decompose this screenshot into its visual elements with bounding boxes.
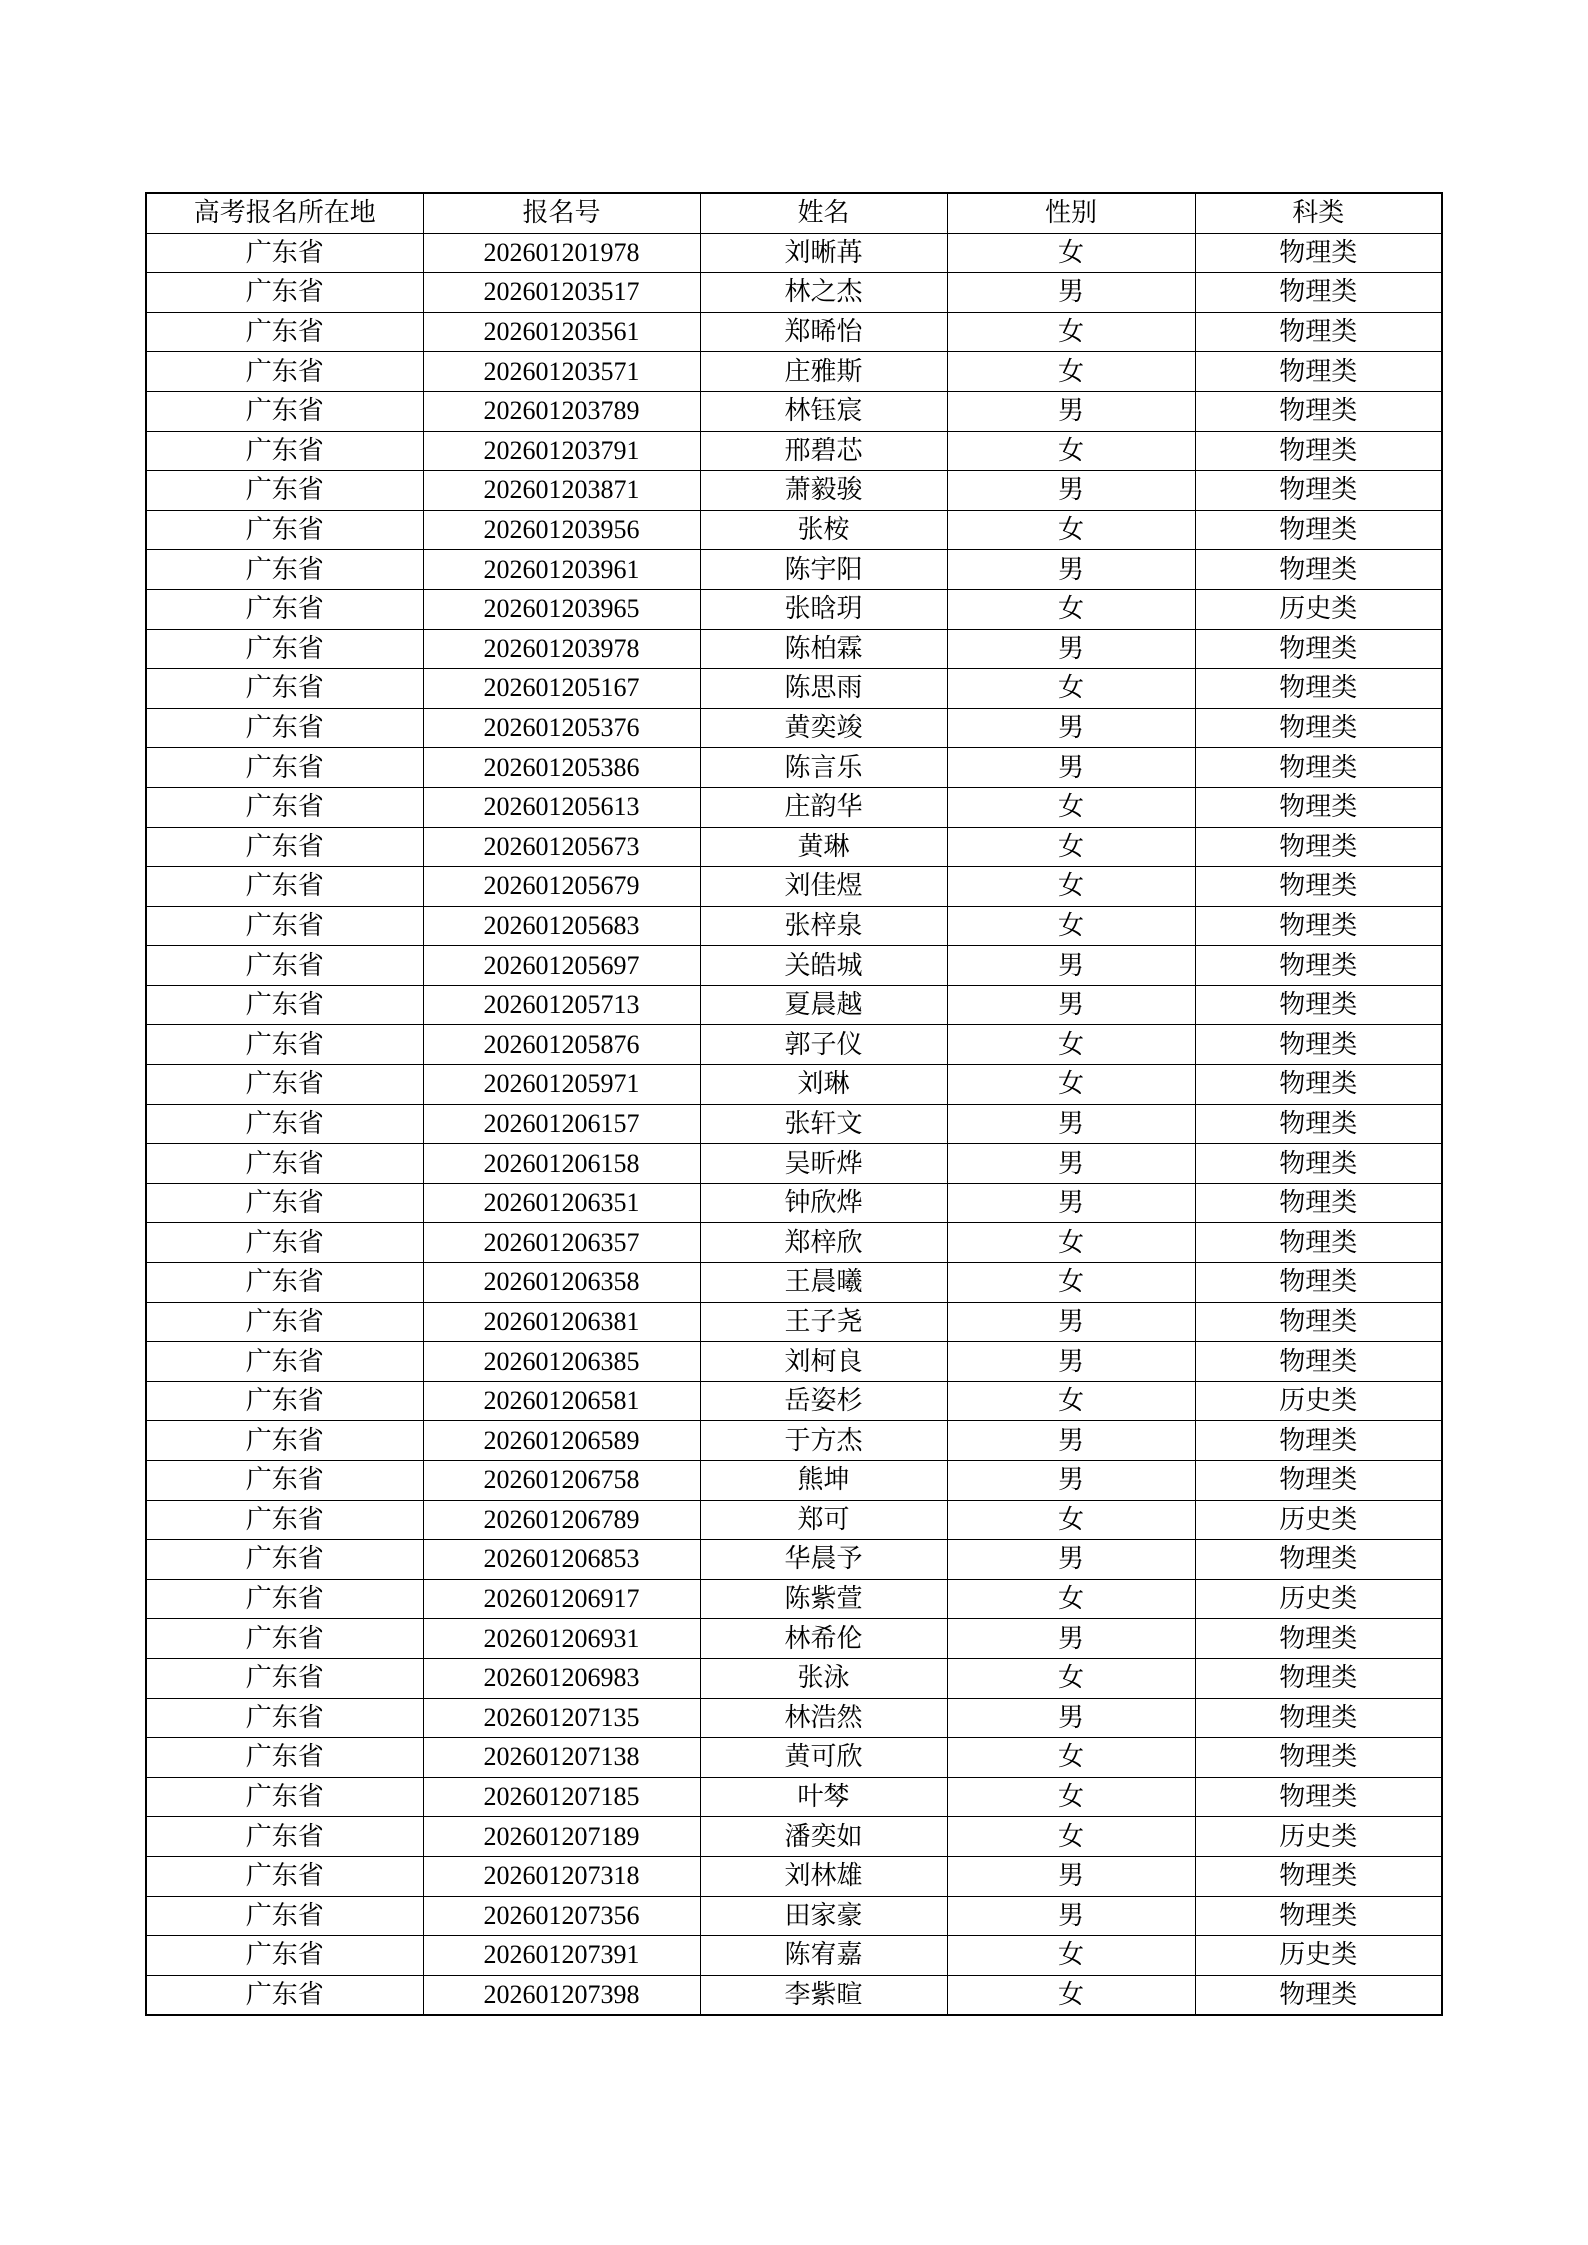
cell-subject-category: 物理类 — [1195, 312, 1442, 352]
cell-registration-number: 202601206853 — [423, 1540, 700, 1580]
cell-region: 广东省 — [146, 1856, 423, 1896]
cell-subject-category: 物理类 — [1195, 708, 1442, 748]
cell-subject-category: 物理类 — [1195, 867, 1442, 907]
table-row — [146, 1104, 1442, 1144]
table-row — [146, 431, 1442, 471]
cell-registration-number: 202601207185 — [423, 1777, 700, 1817]
cell-region: 广东省 — [146, 669, 423, 709]
cell-region: 广东省 — [146, 1025, 423, 1065]
cell-region: 广东省 — [146, 391, 423, 431]
cell-region: 广东省 — [146, 708, 423, 748]
cell-region: 广东省 — [146, 1104, 423, 1144]
table-row — [146, 550, 1442, 590]
table-row — [146, 1540, 1442, 1580]
cell-registration-number: 202601206589 — [423, 1421, 700, 1461]
cell-subject-category: 历史类 — [1195, 1936, 1442, 1976]
table-row — [146, 1738, 1442, 1778]
cell-name: 郑晞怡 — [700, 312, 947, 352]
table-row — [146, 1302, 1442, 1342]
cell-registration-number: 202601203571 — [423, 352, 700, 392]
cell-registration-number: 202601206358 — [423, 1263, 700, 1303]
cell-region: 广东省 — [146, 1777, 423, 1817]
cell-name: 林钰宸 — [700, 391, 947, 431]
cell-name: 陈言乐 — [700, 748, 947, 788]
cell-gender: 男 — [947, 550, 1195, 590]
cell-subject-category: 物理类 — [1195, 273, 1442, 313]
table-row — [146, 312, 1442, 352]
cell-gender: 女 — [947, 352, 1195, 392]
table-row — [146, 1223, 1442, 1263]
cell-name: 萧毅骏 — [700, 471, 947, 511]
cell-registration-number: 202601203978 — [423, 629, 700, 669]
table-row — [146, 1579, 1442, 1619]
cell-subject-category: 物理类 — [1195, 471, 1442, 511]
cell-name: 于方杰 — [700, 1421, 947, 1461]
table-row — [146, 1500, 1442, 1540]
cell-name: 黄奕竣 — [700, 708, 947, 748]
cell-gender: 女 — [947, 589, 1195, 629]
cell-registration-number: 202601205673 — [423, 827, 700, 867]
cell-subject-category: 物理类 — [1195, 1104, 1442, 1144]
cell-gender: 男 — [947, 1183, 1195, 1223]
cell-region: 广东省 — [146, 1183, 423, 1223]
cell-gender: 女 — [947, 1065, 1195, 1105]
cell-subject-category: 物理类 — [1195, 391, 1442, 431]
cell-name: 邢碧芯 — [700, 431, 947, 471]
cell-region: 广东省 — [146, 1896, 423, 1936]
cell-gender: 男 — [947, 471, 1195, 511]
table-row — [146, 1342, 1442, 1382]
cell-region: 广东省 — [146, 352, 423, 392]
cell-subject-category: 物理类 — [1195, 946, 1442, 986]
table-row — [146, 669, 1442, 709]
cell-gender: 女 — [947, 431, 1195, 471]
cell-subject-category: 物理类 — [1195, 510, 1442, 550]
cell-subject-category: 物理类 — [1195, 669, 1442, 709]
table-row — [146, 1698, 1442, 1738]
cell-subject-category: 物理类 — [1195, 1540, 1442, 1580]
table-row — [146, 233, 1442, 273]
cell-name: 张轩文 — [700, 1104, 947, 1144]
cell-name: 刘林雄 — [700, 1856, 947, 1896]
cell-subject-category: 物理类 — [1195, 1223, 1442, 1263]
table-row — [146, 985, 1442, 1025]
cell-registration-number: 202601205713 — [423, 985, 700, 1025]
cell-registration-number: 202601203517 — [423, 273, 700, 313]
cell-name: 叶棽 — [700, 1777, 947, 1817]
cell-registration-number: 202601206931 — [423, 1619, 700, 1659]
cell-gender: 女 — [947, 1263, 1195, 1303]
cell-registration-number: 202601203961 — [423, 550, 700, 590]
table-row — [146, 827, 1442, 867]
cell-gender: 女 — [947, 867, 1195, 907]
cell-subject-category: 历史类 — [1195, 1817, 1442, 1857]
cell-name: 张晗玥 — [700, 589, 947, 629]
cell-registration-number: 202601206385 — [423, 1342, 700, 1382]
cell-region: 广东省 — [146, 629, 423, 669]
cell-registration-number: 202601206357 — [423, 1223, 700, 1263]
cell-region: 广东省 — [146, 1144, 423, 1184]
cell-subject-category: 物理类 — [1195, 1777, 1442, 1817]
cell-gender: 男 — [947, 629, 1195, 669]
cell-gender: 男 — [947, 1619, 1195, 1659]
cell-registration-number: 202601207318 — [423, 1856, 700, 1896]
table-row — [146, 1263, 1442, 1303]
table-row — [146, 1619, 1442, 1659]
cell-gender: 男 — [947, 1896, 1195, 1936]
cell-name: 王子尧 — [700, 1302, 947, 1342]
cell-subject-category: 物理类 — [1195, 1461, 1442, 1501]
table-row — [146, 1658, 1442, 1698]
cell-subject-category: 物理类 — [1195, 352, 1442, 392]
cell-subject-category: 物理类 — [1195, 1975, 1442, 2015]
cell-gender: 女 — [947, 1500, 1195, 1540]
table-row — [146, 629, 1442, 669]
cell-gender: 女 — [947, 669, 1195, 709]
cell-region: 广东省 — [146, 1421, 423, 1461]
cell-registration-number: 202601205876 — [423, 1025, 700, 1065]
cell-gender: 女 — [947, 1579, 1195, 1619]
cell-region: 广东省 — [146, 1381, 423, 1421]
table-row — [146, 510, 1442, 550]
table-row — [146, 1936, 1442, 1976]
cell-name: 张桉 — [700, 510, 947, 550]
cell-region: 广东省 — [146, 1738, 423, 1778]
table-row — [146, 1144, 1442, 1184]
cell-name: 庄雅斯 — [700, 352, 947, 392]
cell-name: 岳姿杉 — [700, 1381, 947, 1421]
admission-list-table — [145, 192, 1443, 2016]
cell-subject-category: 物理类 — [1195, 1025, 1442, 1065]
cell-gender: 男 — [947, 708, 1195, 748]
cell-region: 广东省 — [146, 867, 423, 907]
cell-name: 黄可欣 — [700, 1738, 947, 1778]
cell-region: 广东省 — [146, 748, 423, 788]
cell-gender: 男 — [947, 1342, 1195, 1382]
cell-region: 广东省 — [146, 946, 423, 986]
cell-region: 广东省 — [146, 1817, 423, 1857]
cell-registration-number: 202601203791 — [423, 431, 700, 471]
cell-gender: 女 — [947, 1936, 1195, 1976]
cell-subject-category: 历史类 — [1195, 1500, 1442, 1540]
cell-subject-category: 物理类 — [1195, 550, 1442, 590]
cell-registration-number: 202601207356 — [423, 1896, 700, 1936]
cell-registration-number: 202601207398 — [423, 1975, 700, 2015]
cell-subject-category: 历史类 — [1195, 589, 1442, 629]
header-name: 姓名 — [700, 193, 947, 233]
cell-name: 张泳 — [700, 1658, 947, 1698]
cell-gender: 男 — [947, 946, 1195, 986]
cell-region: 广东省 — [146, 1263, 423, 1303]
cell-region: 广东省 — [146, 1698, 423, 1738]
table-row — [146, 471, 1442, 511]
cell-gender: 女 — [947, 1777, 1195, 1817]
cell-name: 夏晨越 — [700, 985, 947, 1025]
cell-subject-category: 物理类 — [1195, 1065, 1442, 1105]
cell-name: 刘柯良 — [700, 1342, 947, 1382]
cell-region: 广东省 — [146, 233, 423, 273]
cell-name: 陈柏霖 — [700, 629, 947, 669]
table-row — [146, 352, 1442, 392]
table-row — [146, 1025, 1442, 1065]
cell-gender: 女 — [947, 1381, 1195, 1421]
cell-name: 陈宇阳 — [700, 550, 947, 590]
cell-gender: 女 — [947, 1658, 1195, 1698]
table-row — [146, 867, 1442, 907]
table-row — [146, 1975, 1442, 2015]
cell-name: 陈宥嘉 — [700, 1936, 947, 1976]
table-row — [146, 1421, 1442, 1461]
cell-name: 陈思雨 — [700, 669, 947, 709]
table-row — [146, 906, 1442, 946]
cell-subject-category: 物理类 — [1195, 1658, 1442, 1698]
cell-registration-number: 202601203789 — [423, 391, 700, 431]
cell-subject-category: 物理类 — [1195, 1698, 1442, 1738]
cell-region: 广东省 — [146, 273, 423, 313]
cell-region: 广东省 — [146, 1500, 423, 1540]
cell-subject-category: 物理类 — [1195, 827, 1442, 867]
cell-subject-category: 物理类 — [1195, 233, 1442, 273]
cell-name: 李紫暄 — [700, 1975, 947, 2015]
table-row — [146, 391, 1442, 431]
cell-subject-category: 物理类 — [1195, 1619, 1442, 1659]
header-gender: 性别 — [947, 193, 1195, 233]
cell-registration-number: 202601206789 — [423, 1500, 700, 1540]
cell-registration-number: 202601205971 — [423, 1065, 700, 1105]
cell-registration-number: 202601207391 — [423, 1936, 700, 1976]
cell-gender: 男 — [947, 1461, 1195, 1501]
cell-gender: 男 — [947, 1540, 1195, 1580]
cell-subject-category: 历史类 — [1195, 1579, 1442, 1619]
cell-region: 广东省 — [146, 550, 423, 590]
header-row — [146, 193, 1442, 233]
table-row — [146, 1381, 1442, 1421]
cell-subject-category: 物理类 — [1195, 629, 1442, 669]
cell-name: 潘奕如 — [700, 1817, 947, 1857]
cell-subject-category: 物理类 — [1195, 1738, 1442, 1778]
cell-subject-category: 物理类 — [1195, 1421, 1442, 1461]
cell-gender: 男 — [947, 1144, 1195, 1184]
header-registration-number: 报名号 — [423, 193, 700, 233]
cell-name: 郭子仪 — [700, 1025, 947, 1065]
cell-registration-number: 202601201978 — [423, 233, 700, 273]
cell-registration-number: 202601205386 — [423, 748, 700, 788]
cell-region: 广东省 — [146, 827, 423, 867]
cell-registration-number: 202601206157 — [423, 1104, 700, 1144]
cell-name: 关皓城 — [700, 946, 947, 986]
cell-gender: 女 — [947, 1817, 1195, 1857]
cell-name: 华晨予 — [700, 1540, 947, 1580]
cell-registration-number: 202601205679 — [423, 867, 700, 907]
cell-registration-number: 202601207138 — [423, 1738, 700, 1778]
cell-registration-number: 202601206581 — [423, 1381, 700, 1421]
cell-registration-number: 202601206158 — [423, 1144, 700, 1184]
cell-gender: 男 — [947, 273, 1195, 313]
cell-registration-number: 202601205167 — [423, 669, 700, 709]
cell-subject-category: 物理类 — [1195, 1263, 1442, 1303]
cell-registration-number: 202601206758 — [423, 1461, 700, 1501]
cell-gender: 男 — [947, 1856, 1195, 1896]
cell-registration-number: 202601203965 — [423, 589, 700, 629]
cell-registration-number: 202601203561 — [423, 312, 700, 352]
cell-registration-number: 202601205376 — [423, 708, 700, 748]
cell-gender: 男 — [947, 1698, 1195, 1738]
cell-name: 张梓泉 — [700, 906, 947, 946]
table-row — [146, 1856, 1442, 1896]
cell-registration-number: 202601207135 — [423, 1698, 700, 1738]
cell-name: 熊坤 — [700, 1461, 947, 1501]
cell-registration-number: 202601205683 — [423, 906, 700, 946]
cell-subject-category: 物理类 — [1195, 906, 1442, 946]
cell-region: 广东省 — [146, 1975, 423, 2015]
cell-region: 广东省 — [146, 1223, 423, 1263]
cell-registration-number: 202601206381 — [423, 1302, 700, 1342]
cell-gender: 女 — [947, 233, 1195, 273]
cell-gender: 男 — [947, 985, 1195, 1025]
cell-subject-category: 历史类 — [1195, 1381, 1442, 1421]
cell-registration-number: 202601206351 — [423, 1183, 700, 1223]
cell-name: 刘佳煜 — [700, 867, 947, 907]
cell-name: 刘晰苒 — [700, 233, 947, 273]
cell-gender: 女 — [947, 312, 1195, 352]
cell-gender: 女 — [947, 827, 1195, 867]
cell-name: 林希伦 — [700, 1619, 947, 1659]
cell-registration-number: 202601203871 — [423, 471, 700, 511]
table-row — [146, 1896, 1442, 1936]
table-row — [146, 589, 1442, 629]
cell-gender: 男 — [947, 391, 1195, 431]
cell-region: 广东省 — [146, 906, 423, 946]
cell-subject-category: 物理类 — [1195, 787, 1442, 827]
cell-name: 钟欣烨 — [700, 1183, 947, 1223]
cell-region: 广东省 — [146, 1619, 423, 1659]
cell-region: 广东省 — [146, 1579, 423, 1619]
cell-region: 广东省 — [146, 985, 423, 1025]
table-row — [146, 1065, 1442, 1105]
cell-subject-category: 物理类 — [1195, 1896, 1442, 1936]
cell-gender: 男 — [947, 1302, 1195, 1342]
cell-gender: 男 — [947, 748, 1195, 788]
cell-name: 黄琳 — [700, 827, 947, 867]
cell-subject-category: 物理类 — [1195, 1856, 1442, 1896]
cell-region: 广东省 — [146, 1540, 423, 1580]
table-row — [146, 1817, 1442, 1857]
cell-subject-category: 物理类 — [1195, 985, 1442, 1025]
cell-name: 林之杰 — [700, 273, 947, 313]
table-row — [146, 787, 1442, 827]
cell-name: 王晨曦 — [700, 1263, 947, 1303]
cell-gender: 男 — [947, 1421, 1195, 1461]
cell-region: 广东省 — [146, 1302, 423, 1342]
cell-region: 广东省 — [146, 510, 423, 550]
table-row — [146, 946, 1442, 986]
cell-region: 广东省 — [146, 431, 423, 471]
cell-name: 田家豪 — [700, 1896, 947, 1936]
cell-gender: 女 — [947, 1738, 1195, 1778]
table-row — [146, 1777, 1442, 1817]
cell-region: 广东省 — [146, 1936, 423, 1976]
cell-gender: 女 — [947, 1223, 1195, 1263]
cell-name: 刘琳 — [700, 1065, 947, 1105]
cell-registration-number: 202601205613 — [423, 787, 700, 827]
cell-name: 吴昕烨 — [700, 1144, 947, 1184]
table-body — [146, 233, 1442, 2015]
table-row — [146, 273, 1442, 313]
cell-registration-number: 202601203956 — [423, 510, 700, 550]
cell-subject-category: 物理类 — [1195, 1144, 1442, 1184]
cell-region: 广东省 — [146, 589, 423, 629]
cell-subject-category: 物理类 — [1195, 1183, 1442, 1223]
admission-list-sheet — [145, 192, 1441, 2016]
cell-name: 郑梓欣 — [700, 1223, 947, 1263]
cell-gender: 女 — [947, 510, 1195, 550]
cell-registration-number: 202601206983 — [423, 1658, 700, 1698]
cell-gender: 女 — [947, 787, 1195, 827]
cell-registration-number: 202601205697 — [423, 946, 700, 986]
cell-region: 广东省 — [146, 1342, 423, 1382]
cell-gender: 男 — [947, 1104, 1195, 1144]
header-region: 高考报名所在地 — [146, 193, 423, 233]
header-subject-category: 科类 — [1195, 193, 1442, 233]
table-row — [146, 1183, 1442, 1223]
cell-region: 广东省 — [146, 312, 423, 352]
cell-gender: 女 — [947, 1975, 1195, 2015]
cell-region: 广东省 — [146, 471, 423, 511]
cell-subject-category: 物理类 — [1195, 1342, 1442, 1382]
cell-gender: 女 — [947, 906, 1195, 946]
cell-region: 广东省 — [146, 1658, 423, 1698]
cell-name: 林浩然 — [700, 1698, 947, 1738]
cell-name: 陈紫萱 — [700, 1579, 947, 1619]
cell-region: 广东省 — [146, 1461, 423, 1501]
cell-region: 广东省 — [146, 1065, 423, 1105]
cell-name: 郑可 — [700, 1500, 947, 1540]
cell-gender: 女 — [947, 1025, 1195, 1065]
cell-registration-number: 202601206917 — [423, 1579, 700, 1619]
table-row — [146, 1461, 1442, 1501]
cell-subject-category: 物理类 — [1195, 1302, 1442, 1342]
table-row — [146, 748, 1442, 788]
cell-name: 庄韵华 — [700, 787, 947, 827]
table-header — [146, 193, 1442, 233]
cell-region: 广东省 — [146, 787, 423, 827]
cell-registration-number: 202601207189 — [423, 1817, 700, 1857]
cell-subject-category: 物理类 — [1195, 431, 1442, 471]
cell-subject-category: 物理类 — [1195, 748, 1442, 788]
table-row — [146, 708, 1442, 748]
